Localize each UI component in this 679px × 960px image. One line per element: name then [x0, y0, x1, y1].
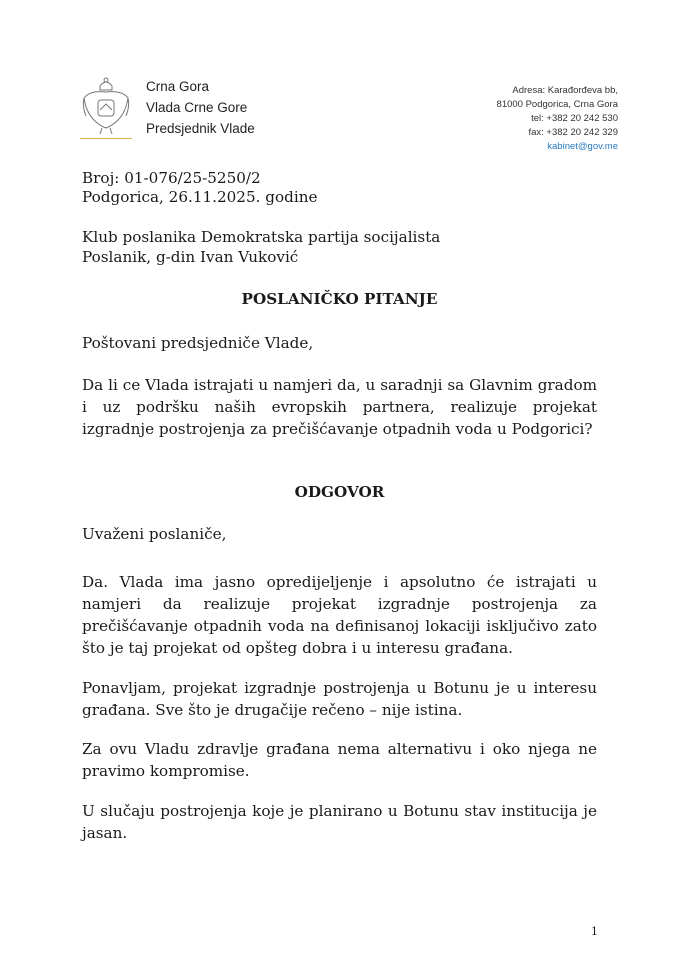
org-line: Predsjednik Vlade: [146, 121, 255, 136]
question-text: Da li ce Vlada istrajati u namjeri da, u saradnji sa Glavnim gradom i uz podršku naših evropskih partnera, realizuje projekat izgradnje postrojenja za prečišćavanje otpadnih voda u Podgorici?: [82, 376, 597, 438]
answer-heading: ODGOVOR: [294, 483, 385, 501]
document-number: Broj: 01-076/25-5250/2: [82, 169, 261, 187]
place-date: Podgorica, 26.11.2025. godine: [82, 188, 318, 206]
answer-salutation: Uvaženi poslaniče,: [82, 525, 227, 543]
answer-paragraph: Da. Vlada ima jasno opredijeljenje i apsolutno će istrajati u namjeri da realizuje projekat izgradnje postrojenja za prečišćavanje otpadnih voda na definisanoj lokaciji isključivo zato što je taj projekat od opšteg dobra i u interesu građana.: [82, 573, 597, 657]
organization-name: [146, 76, 255, 139]
answer-paragraph: Za ovu Vladu zdravlje građana nema alternativu i oko njega ne pravimo kompromise.: [82, 740, 597, 780]
org-line: Vlada Crne Gore: [146, 100, 248, 115]
address-line: 81000 Podgorica, Crna Gora: [496, 99, 618, 110]
coat-of-arms-icon: [80, 76, 132, 136]
answer-paragraph: U slučaju postrojenja koje je planirano u Botunu stav institucija je jasan.: [82, 802, 597, 842]
contact-block: [497, 84, 618, 154]
org-line: Crna Gora: [146, 79, 210, 94]
recipient-name: Poslanik, g-din Ivan Vuković: [82, 248, 299, 266]
email-link[interactable]: kabinet@gov.me: [547, 141, 618, 152]
answer-paragraph: Ponavljam, projekat izgradnje postrojenja u Botunu je u interesu građana. Sve što je drugačije rečeno – nije istina.: [82, 679, 597, 719]
fax: fax: +382 20 242 329: [528, 127, 618, 138]
letterhead-rule: [80, 138, 132, 139]
page-number: 1: [591, 925, 598, 938]
phone: tel: +382 20 242 530: [531, 113, 618, 124]
question-heading: POSLANIČKO PITANJE: [241, 290, 438, 308]
recipient-club: Klub poslanika Demokratska partija socijalista: [82, 228, 441, 246]
question-salutation: Poštovani predsjedniče Vlade,: [82, 334, 314, 352]
address-line: Adresa: Karađorđeva bb,: [512, 85, 618, 96]
